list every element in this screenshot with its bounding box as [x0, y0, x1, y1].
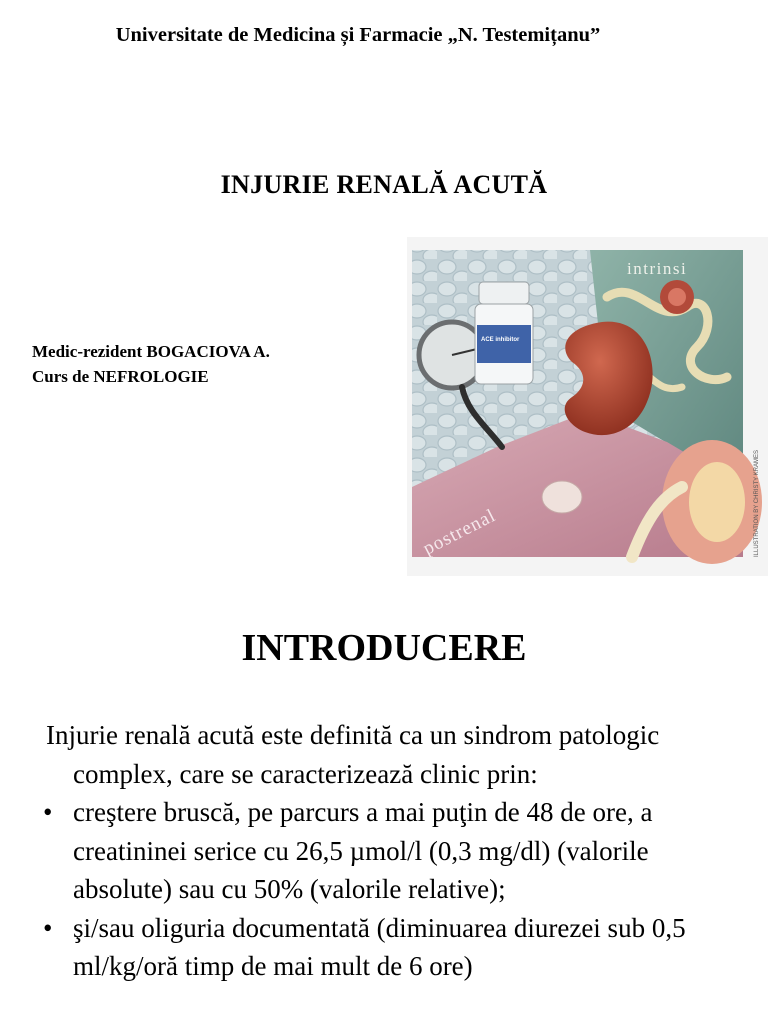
list-item-text: şi/sau oliguria documentată (diminuarea diurezei sub 0,5 ml/kg/oră timp de mai mult de 6 ore): [73, 912, 686, 981]
list-item: [43, 793, 746, 909]
bullet-icon: •: [43, 912, 53, 943]
bottle-label-text: ACE inhibitor: [481, 337, 520, 343]
bottle-label-shape: [477, 325, 531, 363]
bullet-icon: •: [43, 797, 53, 827]
university-name: Universitate de Medicina și Farmacie „N. Testemițanu”: [115, 24, 601, 46]
intro-body: [43, 716, 746, 986]
author-name: Medic-rezident BOGACIOVA A.: [32, 342, 270, 361]
intro-paragraph: Injurie renală acută este definită ca un sindrom patologic complex, care se caracterizează clinic prin:: [46, 720, 660, 789]
section-heading: INTRODUCERE: [241, 627, 527, 669]
author-block: [32, 339, 270, 389]
list-item: [43, 909, 746, 986]
course-name: Curs de NEFROLOGIE: [32, 367, 209, 386]
bladder-shape: [542, 481, 582, 513]
kidney-section-shape: [689, 462, 745, 542]
document-title: INJURIE RENALĂ ACUTĂ: [220, 170, 548, 199]
postrenal-label: postrenal: [419, 505, 500, 560]
illustration-artwork: [407, 237, 768, 576]
intrinsic-label: intrinsi: [627, 259, 688, 278]
list-item-text: creştere bruscă, pe parcurs a mai puţin de 48 de ore, a creatininei serice cu 26,5 µmol/l (0,3 mg/dl) (valorile absolute) sau cu 50% (valorile relative);: [73, 797, 653, 904]
illustration-credit: ILLUSTRATION BY CHRISTY KRAMES: [754, 449, 760, 557]
bottle-cap-shape: [479, 282, 529, 304]
glomerulus-shape: [668, 288, 686, 306]
kidney-injury-illustration: [407, 237, 768, 576]
